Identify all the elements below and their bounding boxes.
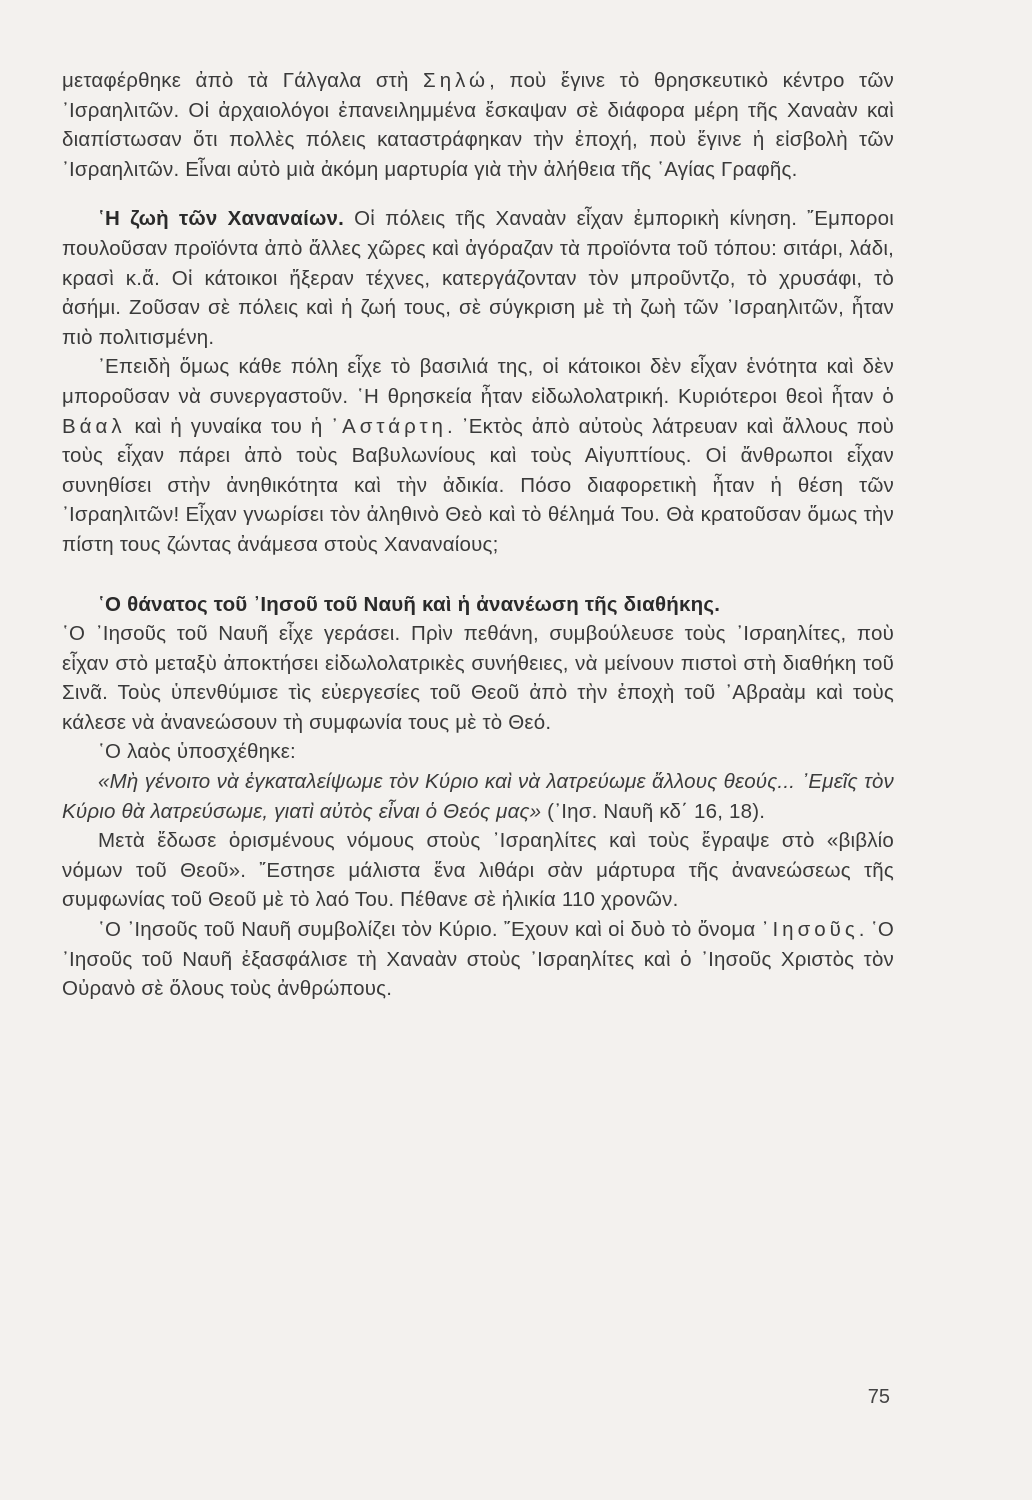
paragraph-2 (62, 204, 894, 352)
paragraph-3-text-b: καὶ ἡ γυναίκα του ἡ (134, 414, 323, 438)
paragraph-3 (62, 352, 894, 559)
scripture-quote: «Μὴ γένοιτο νὰ ἐγκαταλείψωμε τὸν Κύριο καὶ νὰ λατρεύωμε ἄλλους θεούς... ᾿Εμεῖς τὸν Κύριο θὰ λατρεύσωμε, γιατὶ αὐτὸς εἶναι ὁ Θεός μας» (62, 770, 894, 823)
paragraph-1 (62, 66, 894, 184)
spaced-name-baal: Βάαλ (62, 414, 126, 438)
paragraph-4 (62, 590, 894, 738)
paragraph-5-text: ῾Ο λαὸς ὑποσχέθηκε: (98, 740, 296, 764)
paragraph-8-text-b: . ῾Ο ᾿Ιησοῦς τοῦ Ναυῆ ἐξασφάλισε τὴ Χαναὰν στοὺς ᾿Ισραηλίτες καὶ ὁ ᾿Ιησοῦς Χριστὸς τὸν Οὐρανὸ σὲ ὅλους τοὺς ἀνθρώπους. (62, 918, 894, 1001)
spaced-name-silo: Σηλώ (423, 69, 490, 92)
paragraph-3-text-c: . ᾿Εκτὸς ἀπὸ αὐτοὺς λάτρευαν καὶ ἄλλους ποὺ τοὺς εἶχαν πάρει ἀπὸ τοὺς Βαβυλωνίους καὶ τοὺς Αἰγυπτίους. Οἱ ἄνθρωποι εἶχαν συνηθίσει στὴν ἀνηθικότητα καὶ τὴν ἀδικία. Πόσο διαφορετικὴ ἦταν ἡ θέση τῶν ᾿Ισραηλιτῶν! Εἶχαν γνωρίσει τὸν ἀληθινὸ Θεὸ καὶ τὸ θέλημά Του. Θὰ κρατοῦσαν ὅμως τὴν πίστη τους ζώντας ἀνάμεσα στοὺς Χαναναίους; (62, 414, 894, 556)
paragraph-6 (62, 767, 894, 826)
paragraph-4-text: ῾Ο ᾿Ιησοῦς τοῦ Ναυῆ εἶχε γεράσει. Πρὶν πεθάνη, συμβούλευσε τοὺς ᾿Ισραηλίτες, ποὺ εἶχαν στὸ μεταξὺ ἀποκτήσει εἰδωλολατρικὲς συνήθειες, νὰ μείνουν πιστοὶ στὴ διαθήκη τοῦ Σινᾶ. Τοὺς ὑπενθύμισε τὶς εὐεργεσίες τοῦ Θεοῦ ἀπὸ τὴν ἐποχὴ τοῦ ᾿Αβραὰμ καὶ τοὺς κάλεσε νὰ ἀνανεώσουν τὴ συμφωνία τους μὲ τὸ Θεό. (62, 622, 894, 734)
paragraph-8 (62, 915, 894, 1004)
scripture-reference: (᾿Ιησ. Ναυῆ κδ΄ 16, 18). (541, 799, 766, 823)
spaced-name-astarti: ᾿Αστάρτη (331, 414, 447, 438)
paragraph-5 (62, 737, 894, 767)
paragraph-2-text: Οἱ πόλεις τῆς Χαναὰν εἶχαν ἐμπορικὴ κίνηση. ῎Εμποροι πουλοῦσαν προϊόντα ἀπὸ ἄλλες χῶρες καὶ ἀγόραζαν τὰ προϊόντα τοῦ τόπου: σιτάρι, λάδι, κρασὶ κ.ἄ. Οἱ κάτοικοι ἤξεραν τέχνες, κατεργάζονταν τὸν μπροῦντζο, τὸ χρυσάφι, τὸ ἀσήμι. Ζοῦσαν σὲ πόλεις καὶ ἡ ζωή τους, σὲ σύγκριση μὲ τὴ ζωὴ τῶν ᾿Ισραηλιτῶν, ἦταν πιὸ πολιτισμένη. (62, 207, 894, 349)
paragraph-1-rest: , ποὺ ἔγινε τὸ θρησκευτικὸ κέντρο τῶν ᾿Ισραηλιτῶν. Οἱ ἀρχαιολόγοι ἐπανειλημμένα ἔσκαψαν σὲ διάφορα μέρη τῆς Χαναὰν καὶ διαπίστωσαν ὅτι πολλὲς πόλεις καταστράφηκαν τὴν ἐποχή, ποὺ ἔγινε ἡ εἰσβολὴ τῶν ᾿Ισραηλιτῶν. Εἶναι αὐτὸ μιὰ ἀκόμη μαρτυρία γιὰ τὴν ἀλήθεια τῆς ῾Αγίας Γραφῆς. (62, 69, 894, 181)
paragraph-8-text-a: ῾Ο ᾿Ιησοῦς τοῦ Ναυῆ συμβολίζει τὸν Κύριο. ῎Εχουν καὶ οἱ δυὸ τὸ ὄνομα (98, 918, 756, 942)
paragraph-1-text: μεταφέρθηκε ἀπὸ τὰ Γάλγαλα στὴ (62, 69, 409, 92)
page-number: 75 (867, 1386, 890, 1408)
section-heading-death-of-joshua: ῾Ο θάνατος τοῦ ᾿Ιησοῦ τοῦ Ναυῆ καὶ ἡ ἀνανέωση τῆς διαθήκης. (98, 592, 721, 616)
body-text (62, 66, 894, 1004)
paragraph-7-text: Μετὰ ἔδωσε ὁρισμένους νόμους στοὺς ᾿Ισραηλίτες καὶ τοὺς ἔγραψε στὸ «βιβλίο νόμων τοῦ Θεοῦ». ῎Εστησε μάλιστα ἕνα λιθάρι σὰν μάρτυρα τῆς ἀνανεώσεως τῆς συμφωνίας τοῦ Θεοῦ μὲ τὸ λαό Του. Πέθανε σὲ ἡλικία 110 χρονῶν. (62, 829, 894, 912)
paragraph-3-text-a: ᾿Επειδὴ ὅμως κάθε πόλη εἶχε τὸ βασιλιά της, οἱ κάτοικοι δὲν εἶχαν ἑνότητα καὶ δὲν μποροῦσαν νὰ συνεργαστοῦν. ῾Η θρησκεία ἦταν εἰδωλολατρική. Κυριότεροι θεοὶ ἦταν ὁ (62, 355, 894, 408)
spaced-name-iisous: ᾿Ιησοῦς (761, 918, 859, 942)
section-heading-canaanites-life: ῾Η ζωὴ τῶν Χαναναίων. (98, 207, 344, 231)
paragraph-7 (62, 826, 894, 915)
